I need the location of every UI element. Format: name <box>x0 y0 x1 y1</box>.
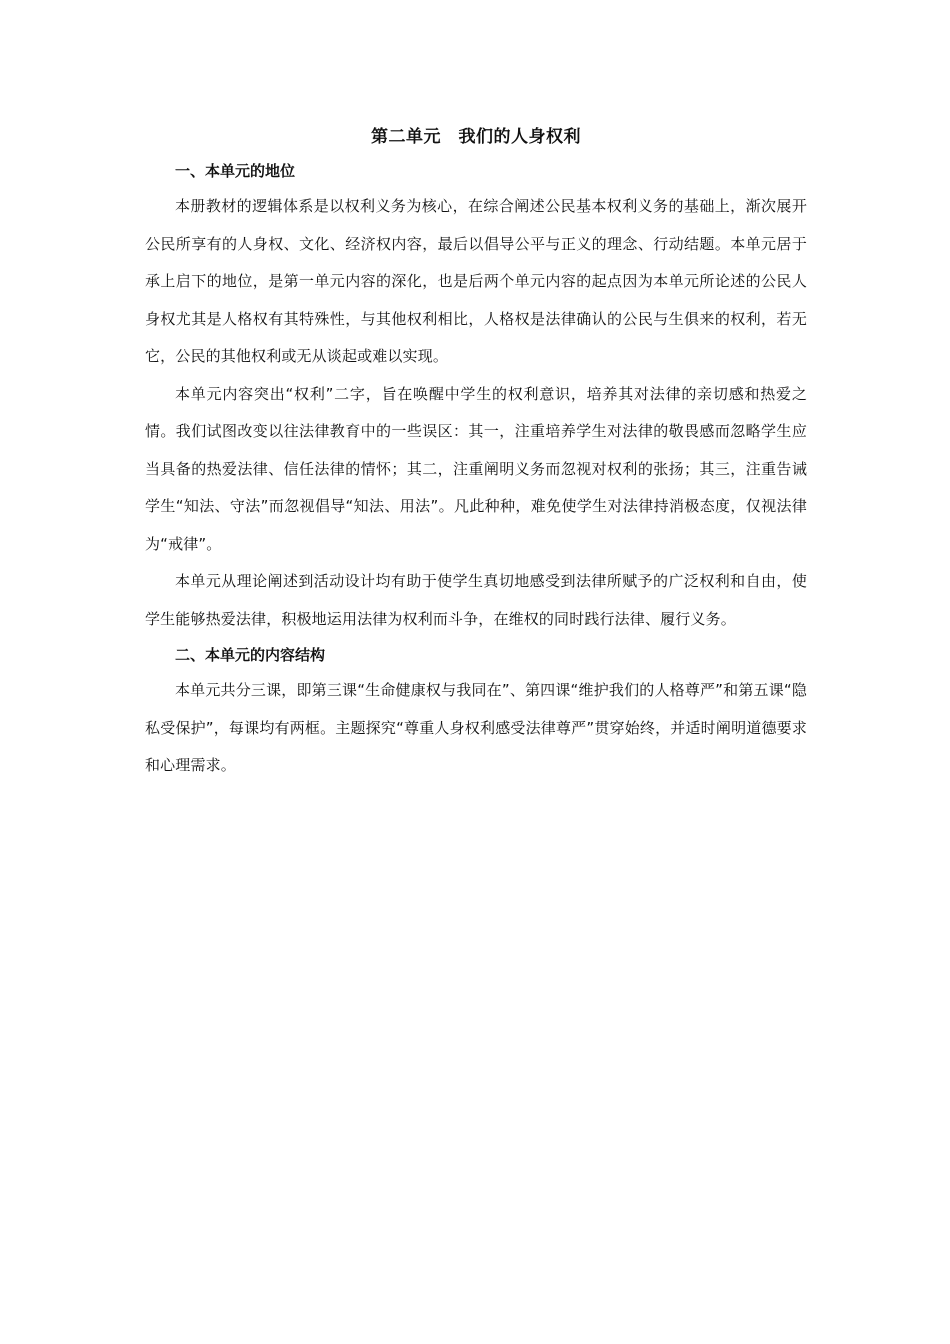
paragraph-structure-1: 本单元共分三课，即第三课“生命健康权与我同在”、第四课“维护我们的人格尊严”和第五课“隐私受保护”，每课均有两框。主题探究“尊重人身权利感受法律尊严”贯穿始终，并适时阐明道德要求和心理需求。 <box>145 681 807 774</box>
paragraph-position-2: 本单元内容突出“权利”二字，旨在唤醒中学生的权利意识，培养其对法律的亲切感和热爱之情。我们试图改变以往法律教育中的一些误区：其一，注重培养学生对法律的敬畏感而忽略学生应当具备的热爱法律、信任法律的情怀；其二，注重阐明义务而忽视对权利的张扬；其三，注重告诫学生“知法、守法”而忽视倡导“知法、用法”。凡此种种，难免使学生对法律持消极态度，仅视法律为“戒律”。 <box>145 384 807 553</box>
paragraph-position-3: 本单元从理论阐述到活动设计均有助于使学生真切地感受到法律所赋予的广泛权利和自由，使学生能够热爱法律，积极地运用法律为权利而斗争，在维权的同时践行法律、履行义务。 <box>145 572 807 628</box>
document-title: 第二单元 我们的人身权利 <box>371 127 581 147</box>
section-heading-structure: 二、本单元的内容结构 <box>175 646 326 664</box>
document-content <box>145 124 807 785</box>
section-heading-position: 一、本单元的地位 <box>175 162 296 180</box>
paragraph-position-1: 本册教材的逻辑体系是以权利义务为核心，在综合阐述公民基本权利义务的基础上，渐次展开公民所享有的人身权、文化、经济权内容，最后以倡导公平与正义的理念、行动结题。本单元居于承上启下的地位，是第一单元内容的深化，也是后两个单元内容的起点因为本单元所论述的公民人身权尤其是人格权有其特殊性，与其他权利相比，人格权是法律确认的公民与生俱来的权利，若无它，公民的其他权利或无从谈起或难以实现。 <box>145 197 807 365</box>
